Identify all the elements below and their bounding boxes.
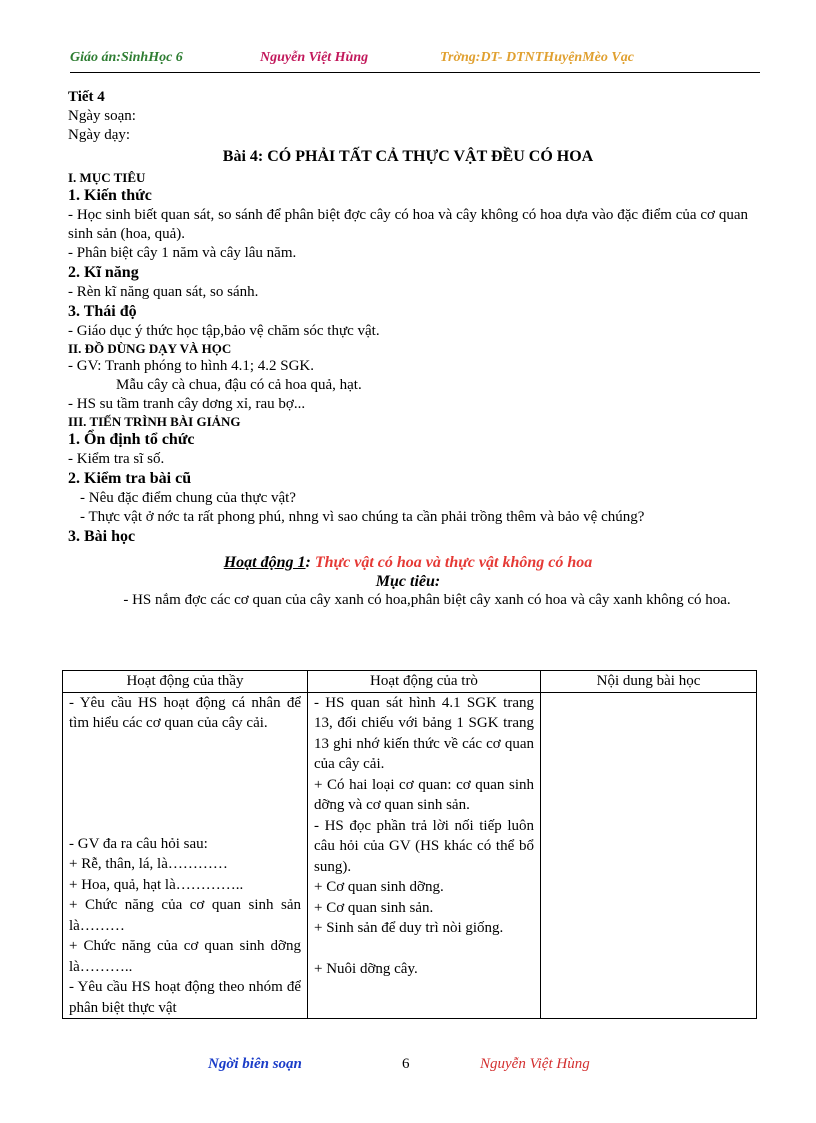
check-item-1: - Nêu đặc điểm chung của thực vật? <box>80 490 296 506</box>
attitude-heading: 3. Thái độ <box>68 303 137 320</box>
lesson-heading: 3. Bài học <box>68 528 136 545</box>
activity-heading <box>68 553 748 572</box>
process-heading: III. TIẾN TRÌNH BÀI GIẢNG <box>68 414 241 429</box>
teacher-item-3: + Rễ, thân, lá, là………… <box>69 856 228 872</box>
teacher-item-5: + Chức năng của cơ quan sinh sản là……… <box>69 897 301 934</box>
lesson-title-label: Bài 4: <box>222 148 264 165</box>
table-header-row <box>63 671 757 693</box>
objectives-heading: I. MỤC TIÊU <box>68 170 146 185</box>
activity-table <box>62 670 757 1019</box>
page-number: 6 <box>402 1056 410 1072</box>
lesson-title <box>68 147 748 166</box>
table-header-content: Nội dung bài học <box>541 671 757 693</box>
materials-gv-1: - GV: Tranh phóng to hình 4.1; 4.2 SGK. <box>68 358 314 374</box>
footer-author-name: Nguyễn Việt Hùng <box>480 1056 590 1072</box>
document-body <box>68 88 748 610</box>
lesson-number: Tiết 4 <box>68 89 105 105</box>
activity-label: Hoạt động 1 <box>223 554 306 571</box>
check-item-2: - Thực vật ở nớc ta rất phong phú, nhng vì sao chúng ta cần phải trồng thêm và bảo vệ chúng? <box>80 509 645 525</box>
activity-colon: : <box>305 554 311 571</box>
objective-text: - HS nắm đợc các cơ quan của cây xanh có hoa,phân biệt cây xanh có hoa và cây xanh không có hoa. <box>123 592 731 608</box>
skills-heading: 2. Kĩ năng <box>68 264 139 281</box>
student-item-7: + Nuôi dỡng cây. <box>314 960 418 977</box>
teacher-column <box>63 692 308 1019</box>
prepared-date: Ngày soạn: <box>68 108 136 124</box>
footer-author-label: Ngời biên soạn <box>208 1056 302 1072</box>
header-subject: Giáo án:SinhHọc 6 <box>70 50 183 65</box>
lesson-title-text: CÓ PHẢI TẤT CẢ THỰC VẬT ĐỀU CÓ HOA <box>267 148 594 165</box>
page-header <box>70 48 760 73</box>
content-column <box>541 692 757 1019</box>
student-item-2: + Có hai loại cơ quan: cơ quan sinh dỡng và cơ quan sinh sản. <box>314 776 534 813</box>
header-author: Nguyễn Việt Hùng <box>260 50 369 65</box>
materials-gv-2: Mẫu cây cà chua, đậu có cả hoa quả, hạt. <box>116 377 362 393</box>
taught-date: Ngày dạy: <box>68 127 131 143</box>
header-school: Trờng:DT- DTNTHuyệnMèo Vạc <box>440 50 634 65</box>
knowledge-item-2: - Phân biệt cây 1 năm và cây lâu năm. <box>68 245 297 261</box>
table-header-teacher: Hoạt động của thầy <box>63 671 308 693</box>
table-row <box>63 692 757 1019</box>
student-item-5: + Cơ quan sinh sản. <box>314 899 434 916</box>
check-heading: 2. Kiểm tra bài cũ <box>68 470 192 487</box>
teacher-item-1: - Yêu cầu HS hoạt động cá nhân để tìm hiểu các cơ quan của cây cải. <box>69 694 301 731</box>
student-item-3: - HS đọc phần trả lời nối tiếp luôn câu hỏi của GV (HS khác có thể bổ sung). <box>314 817 534 875</box>
knowledge-item-1: - Học sinh biết quan sát, so sánh để phân biệt đợc cây có hoa và cây không có hoa dựa vào đặc điểm của cơ quan sinh sản (hoa, quả). <box>68 207 748 242</box>
knowledge-heading: 1. Kiến thức <box>68 187 152 204</box>
materials-hs: - HS su tầm tranh cây dơng xỉ, rau bợ... <box>68 396 306 412</box>
organization-item-1: - Kiểm tra sĩ số. <box>68 451 165 467</box>
teacher-item-4: + Hoa, quả, hạt là………….. <box>69 876 244 893</box>
materials-heading: II. ĐỒ DÙNG DẠY VÀ HỌC <box>68 341 232 356</box>
table-header-student: Hoạt động của trò <box>308 671 541 693</box>
student-column <box>308 692 541 1019</box>
student-item-4: + Cơ quan sinh dỡng. <box>314 879 444 895</box>
teacher-item-6: + Chức năng của cơ quan sinh dỡng là……….. <box>69 938 301 975</box>
attitude-item-1: - Giáo dục ý thức học tập,bảo vệ chăm sóc thực vật. <box>68 323 380 339</box>
teacher-spacer <box>69 734 301 834</box>
activity-title: Thực vật có hoa và thực vật không có hoa <box>314 554 593 571</box>
student-item-6: + Sinh sản để duy trì nòi giống. <box>314 920 504 936</box>
student-item-1: - HS quan sát hình 4.1 SGK trang 13, đối chiếu với bảng 1 SGK trang 13 ghi nhớ kiến thức về các cơ quan của cây cải. <box>314 694 534 772</box>
objective-heading: Mục tiêu: <box>375 573 441 590</box>
teacher-item-2: - GV đa ra câu hỏi sau: <box>69 835 208 852</box>
teacher-item-7: - Yêu cầu HS hoạt động theo nhóm để phân biệt thực vật <box>69 979 301 1016</box>
organization-heading: 1. Ổn định tổ chức <box>68 431 195 448</box>
student-spacer <box>314 939 534 959</box>
skills-item-1: - Rèn kĩ năng quan sát, so sánh. <box>68 284 259 300</box>
